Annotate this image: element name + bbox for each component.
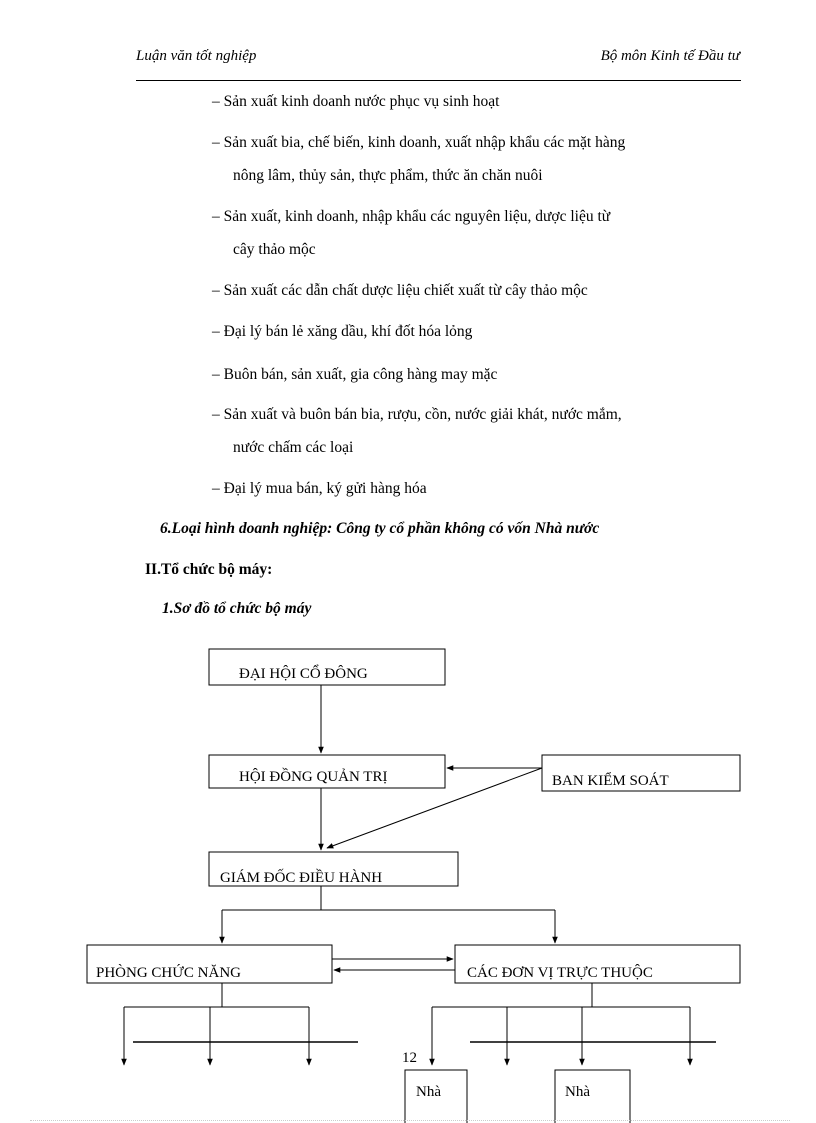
section-ii-heading: II.Tổ chức bộ máy: — [145, 561, 273, 578]
header-right: Bộ môn Kinh tế Đầu tư — [600, 48, 740, 64]
bullet-line: – Sản xuất các dẫn chất dược liệu chiết xuất từ cây thảo mộc — [212, 282, 588, 299]
page-number: 12 — [402, 1050, 417, 1066]
bullet-line: – Sản xuất kinh doanh nước phục vụ sinh hoạt — [212, 93, 500, 110]
bullet-line: – Sản xuất, kinh doanh, nhập khẩu các nguyên liệu, dược liệu từ — [212, 208, 611, 225]
page-bottom-rule — [30, 1120, 790, 1121]
bullet-line: nông lâm, thủy sản, thực phẩm, thức ăn chăn nuôi — [233, 167, 543, 184]
bullet-line: – Sản xuất bia, chế biến, kinh doanh, xuất nhập khẩu các mặt hàng — [212, 134, 626, 151]
bullet-line: cây thảo mộc — [233, 241, 316, 258]
header-left: Luận văn tốt nghiệp — [136, 48, 257, 64]
bullet-line: – Đại lý bán lẻ xăng dầu, khí đốt hóa lỏng — [212, 323, 473, 340]
bullet-line: – Sản xuất và buôn bán bia, rượu, cồn, nước giải khát, nước mắm, — [212, 406, 622, 423]
functional-label: PHÒNG CHỨC NĂNG — [96, 965, 241, 981]
shareholders-label: ĐẠI HỘI CỔ ĐÔNG — [239, 666, 368, 682]
bullet-line: – Buôn bán, sản xuất, gia công hàng may mặc — [212, 366, 498, 383]
bullet-line: nước chấm các loại — [233, 439, 354, 456]
factory-label-2: Nhà — [565, 1084, 590, 1100]
factory-label-1: Nhà — [416, 1084, 441, 1100]
bullet-line: – Đại lý mua bán, ký gửi hàng hóa — [212, 480, 427, 497]
subsection-1-heading: 1.Sơ đồ tổ chức bộ máy — [162, 600, 312, 617]
units-label: CÁC ĐƠN VỊ TRỰC THUỘC — [467, 965, 653, 981]
supervisory-label: BAN KIỂM SOÁT — [552, 773, 669, 789]
director-label: GIÁM ĐỐC ĐIỀU HÀNH — [220, 870, 383, 886]
board-label: HỘI ĐỒNG QUẢN TRỊ — [239, 769, 388, 785]
section-6-heading: 6.Loại hình doanh nghiệp: Công ty cổ phần không có vốn Nhà nước — [160, 520, 600, 537]
